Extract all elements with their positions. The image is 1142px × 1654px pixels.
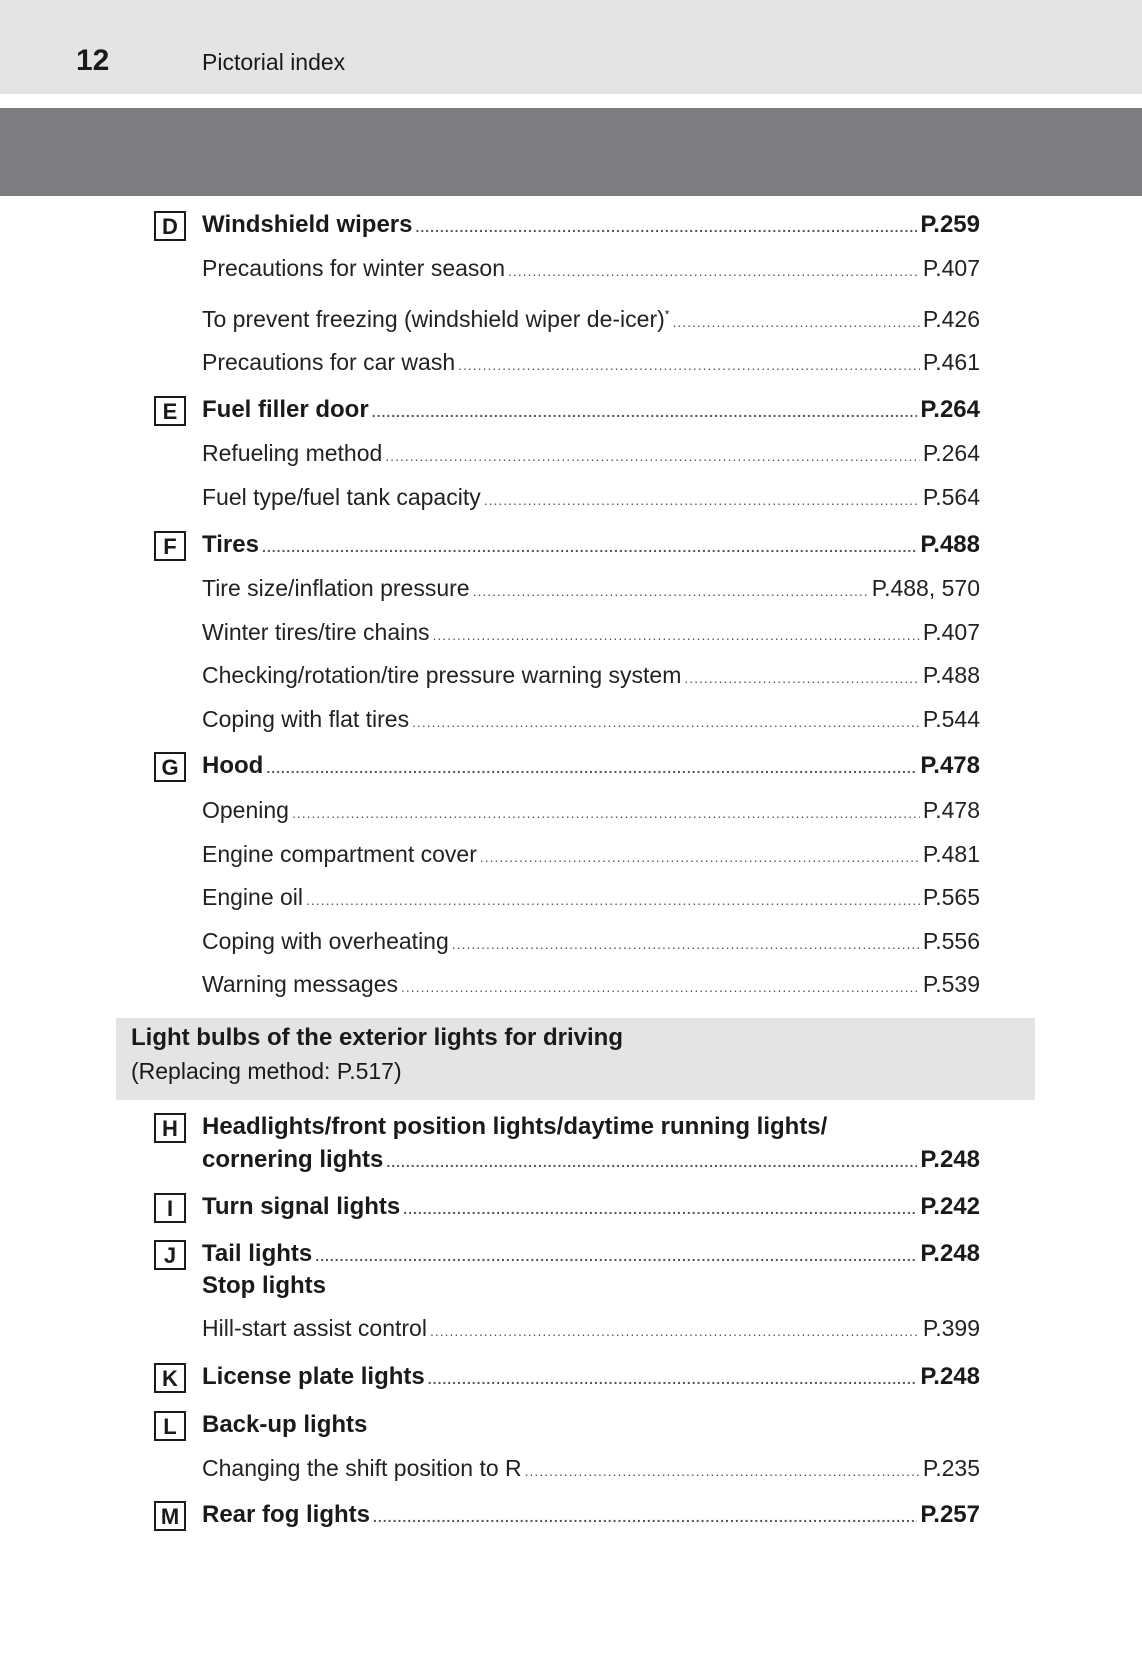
- index-letter-f: F: [154, 531, 186, 561]
- entry-fuel-type[interactable]: Fuel type/fuel tank capacity ..... P.564: [202, 484, 980, 511]
- entry-tires[interactable]: Tires ..... P.488: [202, 531, 980, 559]
- footnote-asterisk: *: [664, 307, 670, 322]
- entry-tail-lights[interactable]: Tail lights ..... P.248: [202, 1240, 980, 1268]
- page-ref[interactable]: P.481: [922, 841, 980, 867]
- page-ref[interactable]: P.407: [922, 619, 980, 645]
- entry-rear-fog-lights[interactable]: Rear fog lights ..... P.257: [202, 1501, 980, 1529]
- page-ref[interactable]: P.539: [922, 971, 980, 997]
- page-ref[interactable]: P.264: [922, 440, 980, 466]
- page-ref[interactable]: P.426: [922, 306, 980, 332]
- entry-refueling-method[interactable]: Refueling method ..... P.264: [202, 440, 980, 467]
- entry-winter-tires[interactable]: Winter tires/tire chains ..... P.407: [202, 619, 980, 646]
- page-ref[interactable]: P.488: [922, 662, 980, 688]
- header-gap: [0, 94, 1142, 108]
- index-letter-k: K: [154, 1363, 186, 1393]
- entry-hood[interactable]: Hood ..... P.478: [202, 752, 980, 780]
- entry-headlights[interactable]: cornering lights ..... P.248: [202, 1146, 980, 1174]
- entry-fuel-filler-door[interactable]: Fuel filler door ..... P.264: [202, 396, 980, 424]
- section-title: Pictorial index: [202, 49, 346, 75]
- index-letter-j: J: [154, 1240, 186, 1270]
- page-ref[interactable]: P.488, 570: [871, 575, 980, 601]
- page-ref[interactable]: P.565: [922, 884, 980, 910]
- entry-stop-lights[interactable]: Stop lights: [202, 1272, 326, 1299]
- entry-engine-oil[interactable]: Engine oil ..... P.565: [202, 884, 980, 911]
- page-ref[interactable]: P.407: [922, 255, 980, 281]
- page-ref[interactable]: P.399: [922, 1315, 980, 1341]
- entry-shift-position-r[interactable]: Changing the shift position to R ..... P.235: [202, 1455, 980, 1482]
- index-letter-m: M: [154, 1501, 186, 1531]
- light-bulbs-note-box: [116, 1018, 1035, 1100]
- page-ref[interactable]: P.264: [920, 396, 980, 423]
- entry-turn-signal-lights[interactable]: Turn signal lights ..... P.242: [202, 1193, 980, 1221]
- entry-precautions-winter[interactable]: Precautions for winter season ..... P.407: [202, 255, 980, 282]
- entry-prevent-freezing[interactable]: To prevent freezing (windshield wiper de-icer)* ..... P.426: [202, 306, 980, 333]
- entry-precautions-car-wash[interactable]: Precautions for car wash ..... P.461: [202, 349, 980, 376]
- entry-tire-checking[interactable]: Checking/rotation/tire pressure warning system ..... P.488: [202, 662, 980, 689]
- page-ref[interactable]: P.488: [920, 531, 980, 558]
- page-ref[interactable]: P.248: [920, 1146, 980, 1173]
- page-ref[interactable]: P.242: [920, 1193, 980, 1220]
- index-letter-h: H: [154, 1113, 186, 1143]
- page-ref[interactable]: P.248: [920, 1363, 980, 1390]
- index-letter-e: E: [154, 396, 186, 426]
- entry-back-up-lights[interactable]: Back-up lights: [202, 1411, 368, 1438]
- page-ref[interactable]: P.478: [920, 752, 980, 779]
- index-letter-d: D: [154, 211, 186, 241]
- page-ref[interactable]: P.544: [922, 706, 980, 732]
- index-letter-l: L: [154, 1411, 186, 1441]
- light-bulbs-title: Light bulbs of the exterior lights for driving: [131, 1024, 623, 1051]
- entry-opening[interactable]: Opening ..... P.478: [202, 797, 980, 824]
- page-number: 12: [76, 44, 110, 77]
- index-letter-i: I: [154, 1193, 186, 1223]
- entry-license-plate-lights[interactable]: License plate lights ..... P.248: [202, 1363, 980, 1391]
- page-ref[interactable]: P.259: [920, 211, 980, 238]
- entry-warning-messages[interactable]: Warning messages ..... P.539: [202, 971, 980, 998]
- page-ref[interactable]: P.556: [922, 928, 980, 954]
- page-header: [0, 0, 1142, 94]
- page-ref[interactable]: P.235: [922, 1455, 980, 1481]
- page-ref[interactable]: P.564: [922, 484, 980, 510]
- page-ref[interactable]: P.478: [922, 797, 980, 823]
- entry-flat-tires[interactable]: Coping with flat tires ..... P.544: [202, 706, 980, 733]
- index-letter-g: G: [154, 752, 186, 782]
- entry-overheating[interactable]: Coping with overheating ..... P.556: [202, 928, 980, 955]
- entry-engine-cover[interactable]: Engine compartment cover ..... P.481: [202, 841, 980, 868]
- replacing-method-note: (Replacing method: P.517): [131, 1058, 402, 1084]
- page-ref[interactable]: P.461: [922, 349, 980, 375]
- section-band: [0, 108, 1142, 196]
- page-ref[interactable]: P.257: [920, 1501, 980, 1528]
- entry-tire-size[interactable]: Tire size/inflation pressure ..... P.488, 570: [202, 575, 980, 602]
- page-ref[interactable]: P.248: [920, 1240, 980, 1267]
- entry-windshield-wipers[interactable]: Windshield wipers ..... P.259: [202, 211, 980, 239]
- entry-hill-start-assist[interactable]: Hill-start assist control ..... P.399: [202, 1315, 980, 1342]
- entry-headlights-line1[interactable]: Headlights/front position lights/daytime running lights/: [202, 1113, 828, 1140]
